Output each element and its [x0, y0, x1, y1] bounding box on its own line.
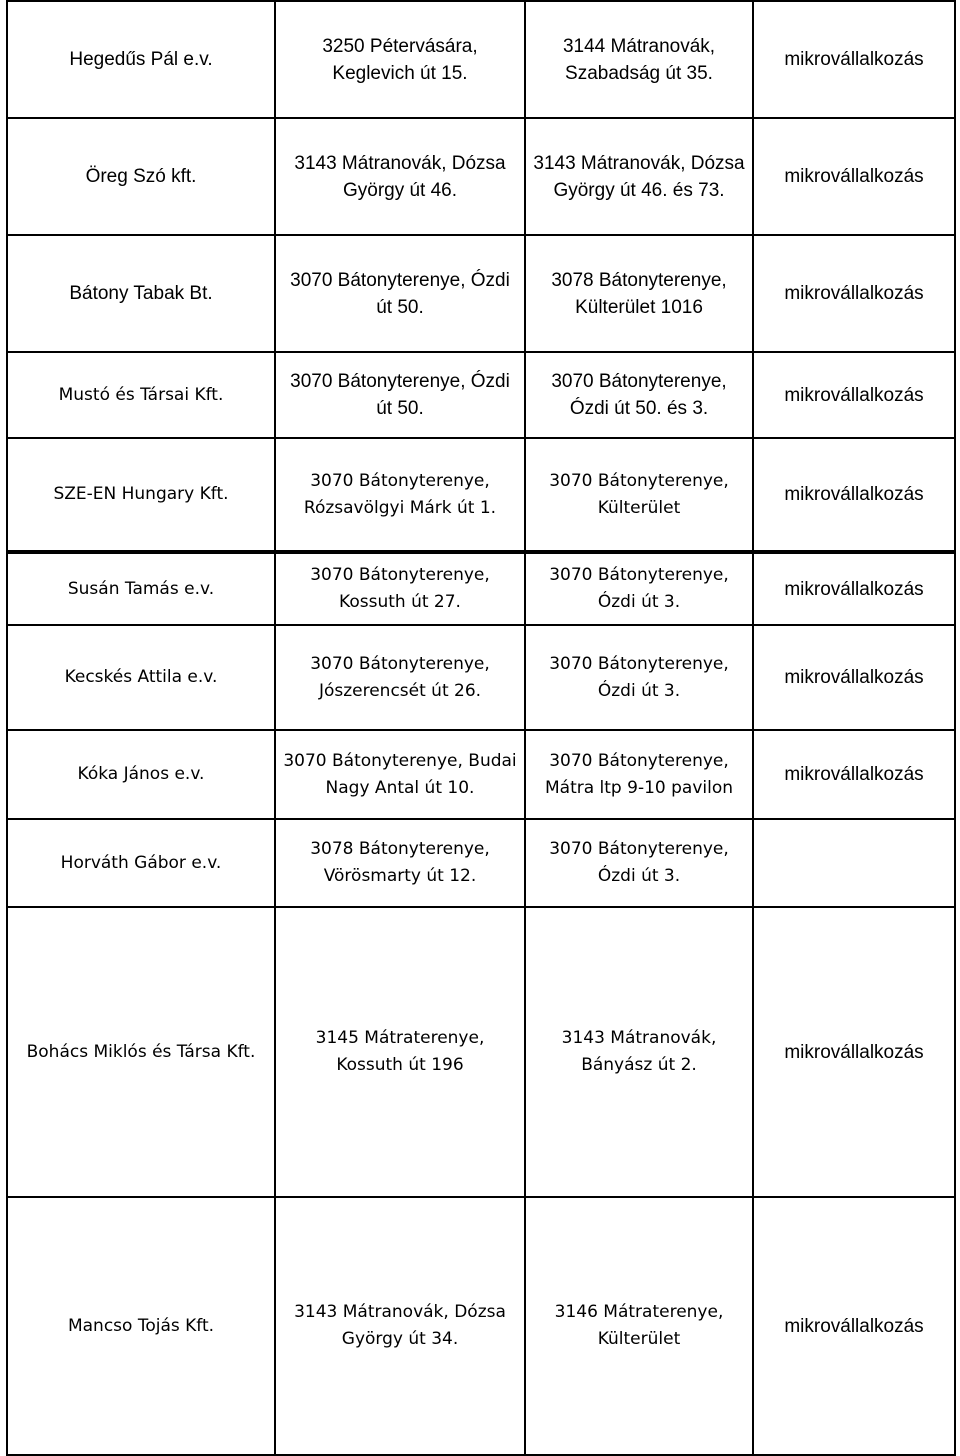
- site-address-cell: 3143 Mátranovák, Dózsa György út 46.: [275, 118, 525, 235]
- company-size-cell: mikrovállalkozás: [753, 625, 955, 730]
- premises-address-cell: 3070 Bátonyterenye, Ózdi út 3.: [525, 819, 753, 907]
- company-name-cell: Öreg Szó kft.: [7, 118, 275, 235]
- company-name-cell: Bohács Miklós és Társa Kft.: [7, 907, 275, 1197]
- company-size-cell: mikrovállalkozás: [753, 118, 955, 235]
- premises-address-cell: 3146 Mátraterenye, Külterület: [525, 1197, 753, 1455]
- company-name-cell: Horváth Gábor e.v.: [7, 819, 275, 907]
- company-size-cell: mikrovállalkozás: [753, 1, 955, 118]
- company-name-cell: Bátony Tabak Bt.: [7, 235, 275, 352]
- company-size-cell: mikrovállalkozás: [753, 1197, 955, 1455]
- table-row: [7, 625, 955, 730]
- site-address-cell: 3070 Bátonyterenye, Budai Nagy Antal út 10.: [275, 730, 525, 819]
- site-address-cell: 3070 Bátonyterenye, Jószerencsét út 26.: [275, 625, 525, 730]
- premises-address-cell: 3070 Bátonyterenye, Ózdi út 3.: [525, 625, 753, 730]
- table-row: [7, 438, 955, 552]
- table-row: [7, 907, 955, 1197]
- site-address-cell: 3250 Pétervására, Keglevich út 15.: [275, 1, 525, 118]
- company-table: [6, 0, 956, 1456]
- premises-address-cell: 3078 Bátonyterenye, Külterület 1016: [525, 235, 753, 352]
- table-row: [7, 1197, 955, 1455]
- site-address-cell: 3078 Bátonyterenye, Vörösmarty út 12.: [275, 819, 525, 907]
- company-size-cell: mikrovállalkozás: [753, 352, 955, 438]
- premises-address-cell: 3070 Bátonyterenye, Mátra ltp 9-10 pavilon: [525, 730, 753, 819]
- site-address-cell: 3070 Bátonyterenye, Ózdi út 50.: [275, 235, 525, 352]
- site-address-cell: 3070 Bátonyterenye, Kossuth út 27.: [275, 552, 525, 625]
- company-size-cell: mikrovállalkozás: [753, 730, 955, 819]
- premises-address-cell: 3070 Bátonyterenye, Ózdi út 3.: [525, 552, 753, 625]
- company-name-cell: Kóka János e.v.: [7, 730, 275, 819]
- table-row: [7, 552, 955, 625]
- table-row: [7, 118, 955, 235]
- company-name-cell: Susán Tamás e.v.: [7, 552, 275, 625]
- premises-address-cell: 3143 Mátranovák, Dózsa György út 46. és 73.: [525, 118, 753, 235]
- premises-address-cell: 3070 Bátonyterenye, Külterület: [525, 438, 753, 552]
- site-address-cell: 3070 Bátonyterenye, Ózdi út 50.: [275, 352, 525, 438]
- company-size-cell: [753, 819, 955, 907]
- premises-address-cell: 3070 Bátonyterenye, Ózdi út 50. és 3.: [525, 352, 753, 438]
- company-size-cell: mikrovállalkozás: [753, 438, 955, 552]
- company-name-cell: SZE-EN Hungary Kft.: [7, 438, 275, 552]
- table-row: [7, 819, 955, 907]
- company-name-cell: Mancso Tojás Kft.: [7, 1197, 275, 1455]
- table-row: [7, 235, 955, 352]
- company-name-cell: Kecskés Attila e.v.: [7, 625, 275, 730]
- site-address-cell: 3070 Bátonyterenye, Rózsavölgyi Márk út 1.: [275, 438, 525, 552]
- site-address-cell: 3145 Mátraterenye, Kossuth út 196: [275, 907, 525, 1197]
- table-row: [7, 1, 955, 118]
- table-row: [7, 730, 955, 819]
- premises-address-cell: 3144 Mátranovák, Szabadság út 35.: [525, 1, 753, 118]
- company-name-cell: Hegedűs Pál e.v.: [7, 1, 275, 118]
- premises-address-cell: 3143 Mátranovák, Bányász út 2.: [525, 907, 753, 1197]
- company-name-cell: Mustó és Társai Kft.: [7, 352, 275, 438]
- table-row: [7, 352, 955, 438]
- company-size-cell: mikrovállalkozás: [753, 907, 955, 1197]
- company-size-cell: mikrovállalkozás: [753, 235, 955, 352]
- company-size-cell: mikrovállalkozás: [753, 552, 955, 625]
- site-address-cell: 3143 Mátranovák, Dózsa György út 34.: [275, 1197, 525, 1455]
